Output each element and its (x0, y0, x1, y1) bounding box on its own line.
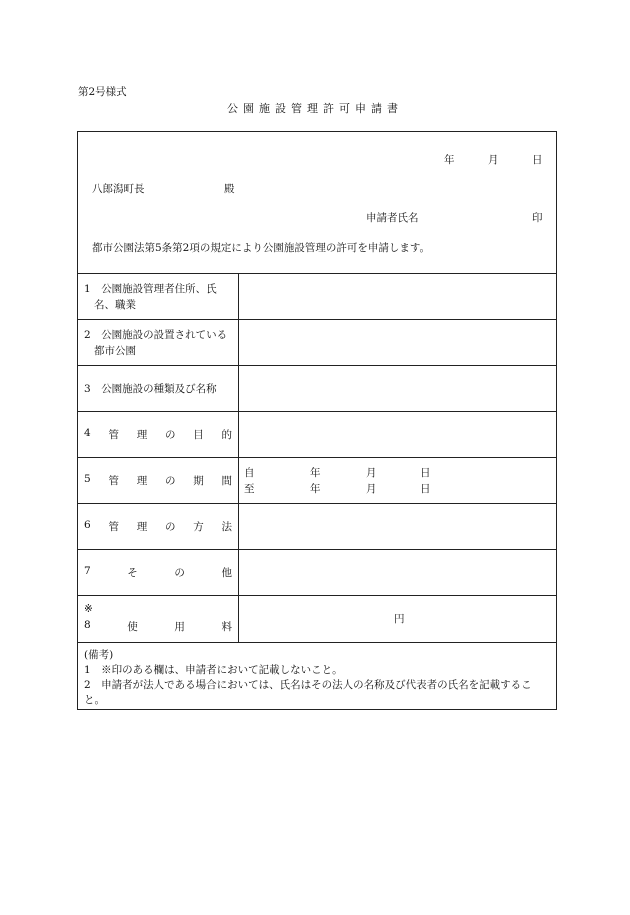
application-statement: 都市公園法第5条第2項の規定により公園施設管理の許可を申請します。 (92, 242, 431, 254)
remarks-item-2: 2 申請者が法人である場合においては、氏名はその法人の名称及び代表者の氏名を記載するこ (84, 679, 532, 691)
row-3-label (78, 365, 239, 411)
period-to-day: 日 (420, 483, 431, 495)
row-usage-fee (78, 595, 556, 643)
period-from-year: 年 (310, 467, 321, 479)
form-header (78, 132, 556, 274)
row-3-number: 3 (84, 383, 91, 395)
row-8-value[interactable] (239, 595, 556, 642)
row-facility-type (78, 365, 556, 412)
row-1-label-line1: 公園施設管理者住所、氏 (101, 283, 217, 295)
row-7-number: 7 (84, 565, 91, 577)
period-to-year: 年 (310, 483, 321, 495)
row-other (78, 549, 556, 596)
yen-unit: 円 (394, 613, 405, 625)
row-8-label: ※ 8 使 用 料 (78, 595, 239, 642)
row-3-label-text: 公園施設の種類及び名称 (101, 383, 217, 395)
period-to-month: 月 (366, 483, 377, 495)
remarks-section (78, 642, 556, 709)
row-5-label: 5 管 理 の 期 間 (78, 457, 239, 503)
date-day-label: 日 (532, 154, 543, 166)
row-2-value[interactable] (239, 319, 556, 365)
honorific: 殿 (224, 183, 235, 195)
row-1-label (78, 273, 239, 319)
row-5-number: 5 (84, 473, 91, 485)
row-7-value[interactable] (239, 549, 556, 595)
row-management-period (78, 457, 556, 504)
row-management-purpose (78, 411, 556, 458)
row-2-label-line1: 公園施設の設置されている (101, 329, 228, 341)
office-use-mark: ※ (84, 603, 93, 615)
date-year-label: 年 (444, 154, 455, 166)
period-to-label: 至 (244, 483, 255, 495)
row-manager-address (78, 273, 556, 320)
row-6-label: 6 管 理 の 方 法 (78, 503, 239, 549)
row-2-number: 2 (84, 329, 91, 341)
period-from-month: 月 (366, 467, 377, 479)
row-management-method (78, 503, 556, 550)
row-1-number: 1 (84, 283, 91, 295)
application-form (77, 131, 557, 710)
row-1-label-line2: 名、職業 (94, 299, 136, 311)
addressee: 八郎潟町長 (92, 183, 145, 195)
row-6-value[interactable] (239, 503, 556, 549)
row-5-value[interactable] (239, 457, 556, 503)
remarks-item-2-continued: と。 (84, 694, 105, 706)
remarks-title: (備考) (84, 649, 114, 661)
row-8-number: 8 (84, 619, 91, 631)
row-2-label-line2: 都市公園 (94, 345, 136, 357)
remarks-item-1: 1 ※印のある欄は、申請者において記載しないこと。 (84, 664, 343, 676)
row-7-label: 7 そ の 他 (78, 549, 239, 595)
form-number: 第2号様式 (78, 86, 127, 98)
row-2-label (78, 319, 239, 365)
row-park-location (78, 319, 556, 366)
row-4-label: 4 管 理 の 目 的 (78, 411, 239, 457)
document-title: 公園施設管理許可申請書 (227, 102, 403, 115)
row-1-value[interactable] (239, 273, 556, 319)
row-4-number: 4 (84, 427, 91, 439)
row-6-number: 6 (84, 519, 91, 531)
row-4-value[interactable] (239, 411, 556, 457)
seal-mark: 印 (532, 212, 543, 224)
row-3-value[interactable] (239, 365, 556, 411)
applicant-name-label: 申請者氏名 (366, 212, 419, 224)
date-month-label: 月 (488, 154, 499, 166)
period-from-day: 日 (420, 467, 431, 479)
period-from-label: 自 (244, 467, 255, 479)
